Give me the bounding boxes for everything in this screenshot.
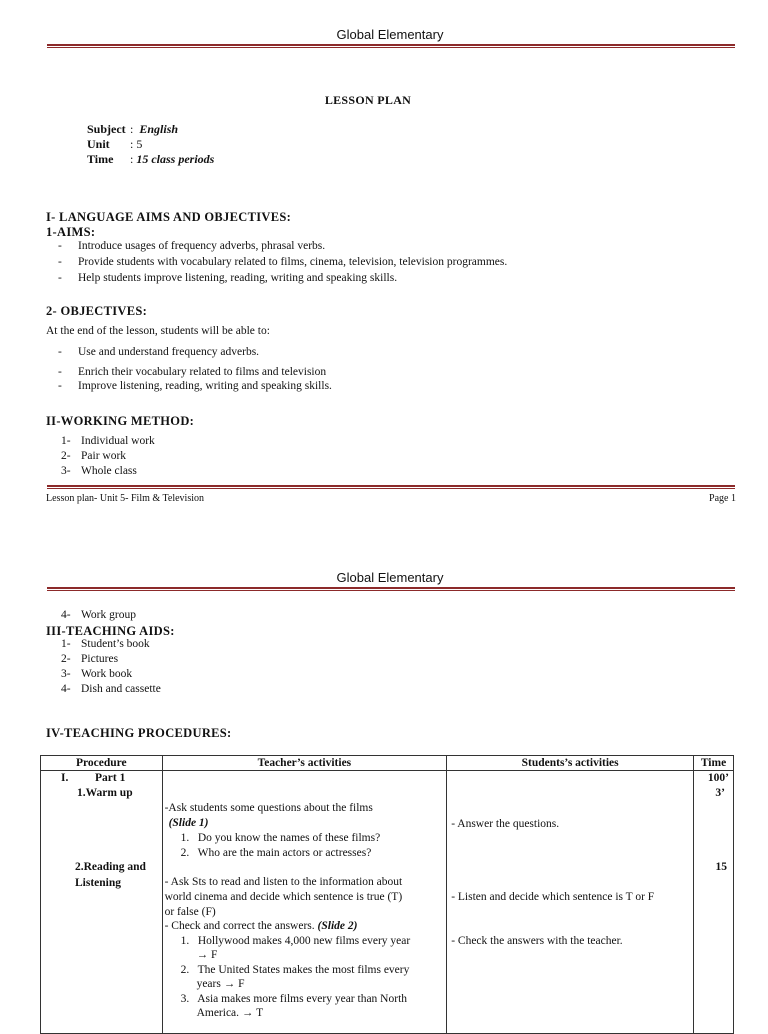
list-item: 1. Do you know the names of these films? <box>180 832 381 844</box>
meta-time-value: : 15 class periods <box>130 152 215 166</box>
step-reading-listening-cont: Listening <box>75 877 122 889</box>
col-header-students: Students’s activities <box>447 756 694 771</box>
col-header-teacher: Teacher’s activities <box>162 756 447 771</box>
students-activities-cell <box>447 771 694 1034</box>
teaching-aids-heading: III-TEACHING AIDS: <box>46 624 175 638</box>
procedures-table <box>40 755 734 1034</box>
page-header: Global Elementary <box>336 27 444 42</box>
col-header-procedure: Procedure <box>41 756 163 771</box>
part-number: I. <box>61 772 69 784</box>
step-reading-listening: 2.Reading and <box>75 861 146 873</box>
teacher-activities-cell <box>162 771 447 1034</box>
table-row <box>41 771 734 1034</box>
student-line: - Listen and decide which sentence is T or F <box>451 891 655 903</box>
col-header-time: Time <box>694 756 734 771</box>
footer-rule <box>47 485 735 489</box>
time-cell <box>694 771 734 1034</box>
list-item-cont: → F <box>196 949 218 961</box>
list-item: 3. Asia makes more films every year than North <box>180 993 408 1005</box>
objectives-intro: At the end of the lesson, students will be able to: <box>46 325 270 337</box>
page-footer <box>46 493 736 504</box>
meta-subject-key: Subject <box>87 122 126 136</box>
page-header: Global Elementary <box>336 570 444 585</box>
aims-heading: 1-AIMS: <box>46 225 96 239</box>
footer-page-number: Page 1 <box>709 493 736 504</box>
step-warm-up: 1.Warm up <box>77 787 133 799</box>
doc-title: LESSON PLAN <box>324 93 412 107</box>
list-item: 2. Who are the main actors or actresses? <box>180 847 372 859</box>
meta-subject-value: : English <box>130 122 179 136</box>
teacher-line: -Ask students some questions about the films <box>164 802 373 814</box>
student-line: - Check the answers with the teacher. <box>451 935 623 947</box>
section-heading-aims-objectives: I- LANGUAGE AIMS AND OBJECTIVES: <box>46 210 292 224</box>
meta-unit-value: : 5 <box>130 137 143 151</box>
time-warm-up: 3’ <box>715 787 725 799</box>
footer-left: Lesson plan- Unit 5- Film & Television <box>46 493 204 504</box>
student-line: - Answer the questions. <box>451 818 560 830</box>
list-item: 2. The United States makes the most films every <box>180 964 410 976</box>
time-reading: 15 <box>715 861 727 873</box>
teacher-line: - Ask Sts to read and listen to the information about <box>164 876 403 888</box>
list-item: 1. Hollywood makes 4,000 new films every year <box>180 935 411 947</box>
table-header-row <box>41 756 734 771</box>
objectives-heading: 2- OBJECTIVES: <box>46 304 148 318</box>
teacher-line: world cinema and decide which sentence is true (T) <box>164 891 403 903</box>
time-total: 100’ <box>707 772 729 784</box>
header-rule <box>47 44 735 48</box>
list-item-cont: America. → T <box>196 1007 264 1019</box>
meta-unit-key: Unit <box>87 137 110 151</box>
meta-time-key: Time <box>87 152 114 166</box>
part-label: Part 1 <box>95 772 126 784</box>
slide-label: (Slide 1) <box>168 817 209 829</box>
list-item-cont: years → F <box>196 978 245 990</box>
teacher-line: or false (F) <box>164 906 216 918</box>
working-method-heading: II-WORKING METHOD: <box>46 414 195 428</box>
teacher-line: - Check and correct the answers. (Slide 2) <box>164 920 358 932</box>
teaching-procedures-heading: IV-TEACHING PROCEDURES: <box>46 726 232 740</box>
header-rule <box>47 587 735 591</box>
procedure-cell <box>41 771 163 1034</box>
